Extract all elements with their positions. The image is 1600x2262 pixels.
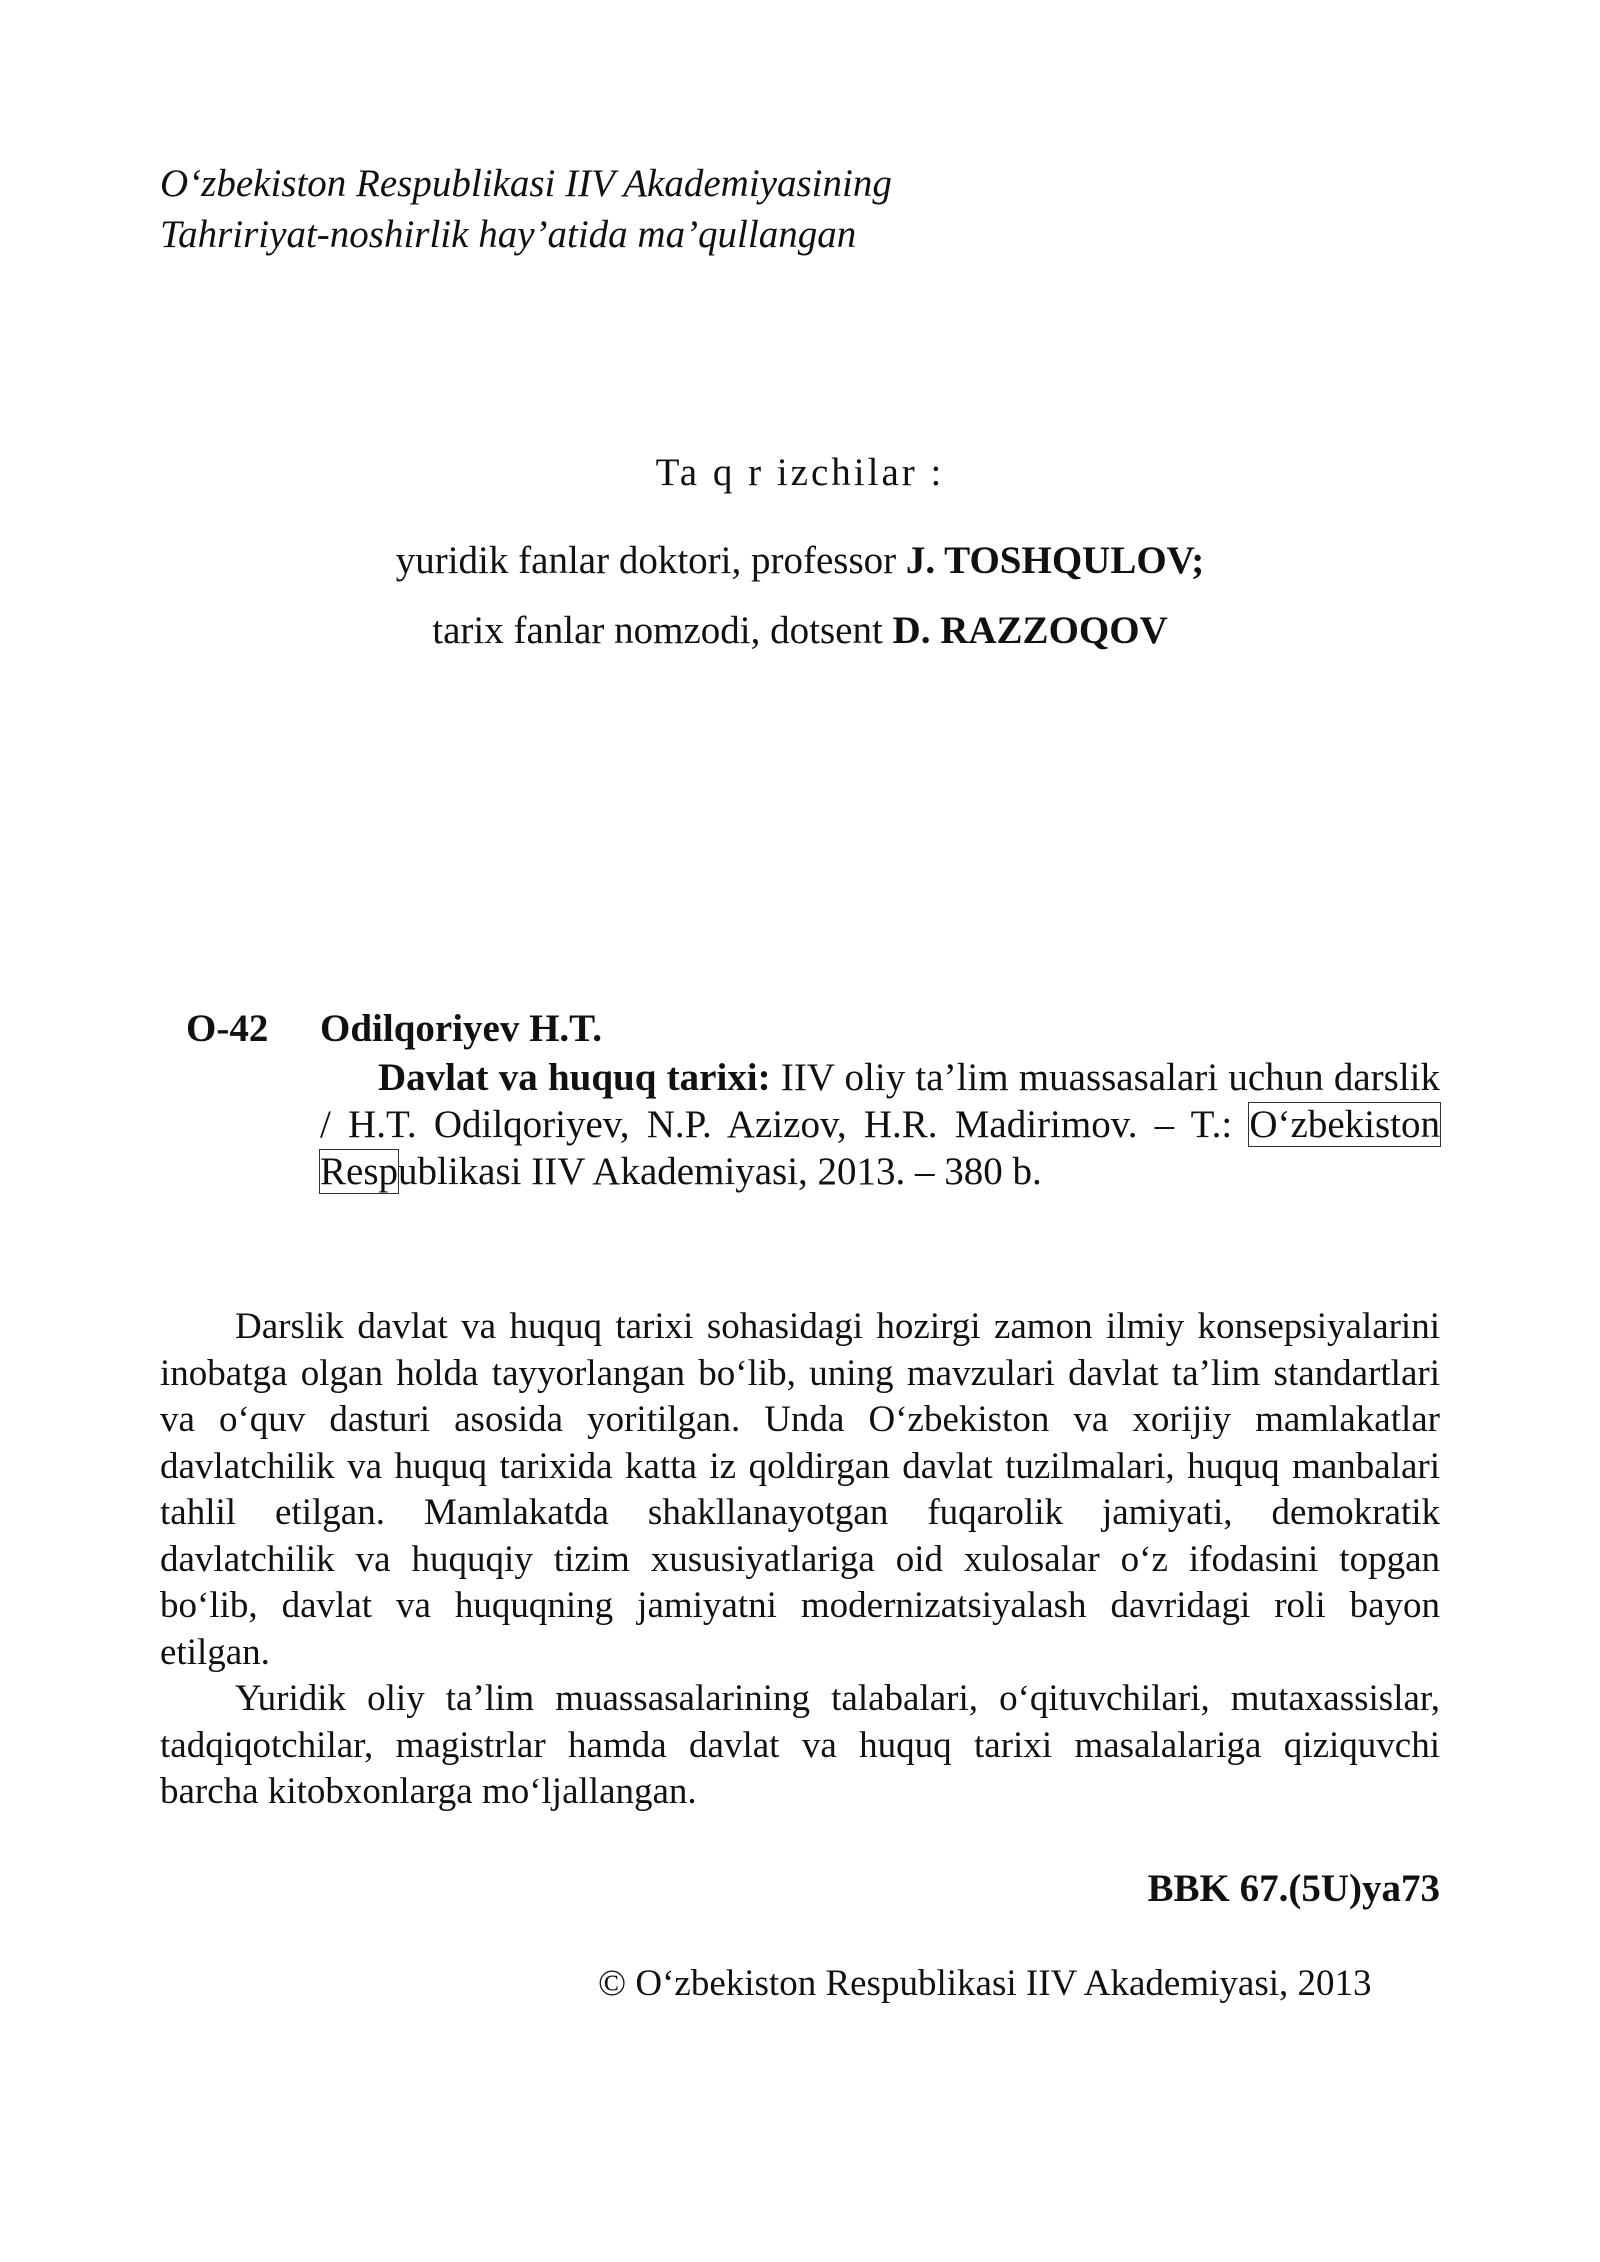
approval-line-2: Tahririyat-noshirlik hay’atida ma’qullangan [160, 213, 857, 256]
catalog-author: Odilqoriyev H.T. [320, 1007, 603, 1050]
approval-line-1: O‘zbekiston Respublikasi IIV Akademiyasining [160, 162, 892, 205]
book-title: Davlat va huquq tarixi: [378, 1056, 771, 1099]
approval-note [160, 158, 1160, 260]
boxed-text: O‘zbekiston Resp [320, 1103, 1440, 1193]
annotation [160, 1304, 1440, 1816]
reviewer-2 [0, 608, 1600, 653]
catalog-description [320, 1054, 1440, 1195]
reviewer-1-name: J. TOSHQULOV; [905, 539, 1205, 582]
reviewer-1 [0, 538, 1600, 583]
annotation-paragraph-2: Yuridik oliy ta’lim muassasalarining talabalari, o‘qituvchilari, mutaxassislar, tadqiqotchilar, magistrlar hamda davlat va huquq tarixi masalalariga qiziquvchi barcha kitobxonlarga mo‘ljallangan. [160, 1678, 1440, 1812]
bbk-code: BBK 67.(5U)ya73 [1147, 1867, 1440, 1910]
catalog-code: O-42 [186, 1007, 269, 1050]
catalog-description-part-2: ublikasi IIV Akademiyasi, 2013. – 380 b. [398, 1150, 1042, 1193]
copyright-notice: © O‘zbekiston Respublikasi IIV Akademiyasi, 2013 [598, 1963, 1372, 2004]
catalog-description-part-1: IIV oliy ta’lim muassasalari uchun darslik / H.T. Odilqoriyev, N.P. Azizov, H.R. Madirimov. – T.: [320, 1056, 1441, 1146]
annotation-paragraph-1: Darslik davlat va huquq tarixi sohasidagi hozirgi zamon ilmiy konsepsiyalarini inobatga olgan holda tayyorlangan bo‘lib, uning mavzulari davlat ta’lim standartlari va o‘quv dasturi asosida yoritilgan. Unda O‘zbekiston va xorijiy mamlakatlar davlatchilik va huquq tarixida katta iz qoldirgan davlat tuzilmalari, huquq manbalari tahlil etilgan. Mamlakatda shakllanayotgan fuqarolik jamiyati, demokratik davlatchilik va huquqiy tizim xususiyatlariga oid xulosalar o‘z ifodasini topgan bo‘lib, davlat va huquqning jamiyatni modernizatsiyalash davridagi roli bayon etilgan. [160, 1306, 1440, 1673]
reviewer-1-title: yuridik fanlar doktori, professor [395, 539, 897, 582]
reviewer-2-name: D. RAZZOQOV [892, 609, 1168, 652]
reviewers-heading: Ta q r izchilar : [655, 451, 945, 494]
reviewer-2-title: tarix fanlar nomzodi, dotsent [432, 609, 883, 652]
